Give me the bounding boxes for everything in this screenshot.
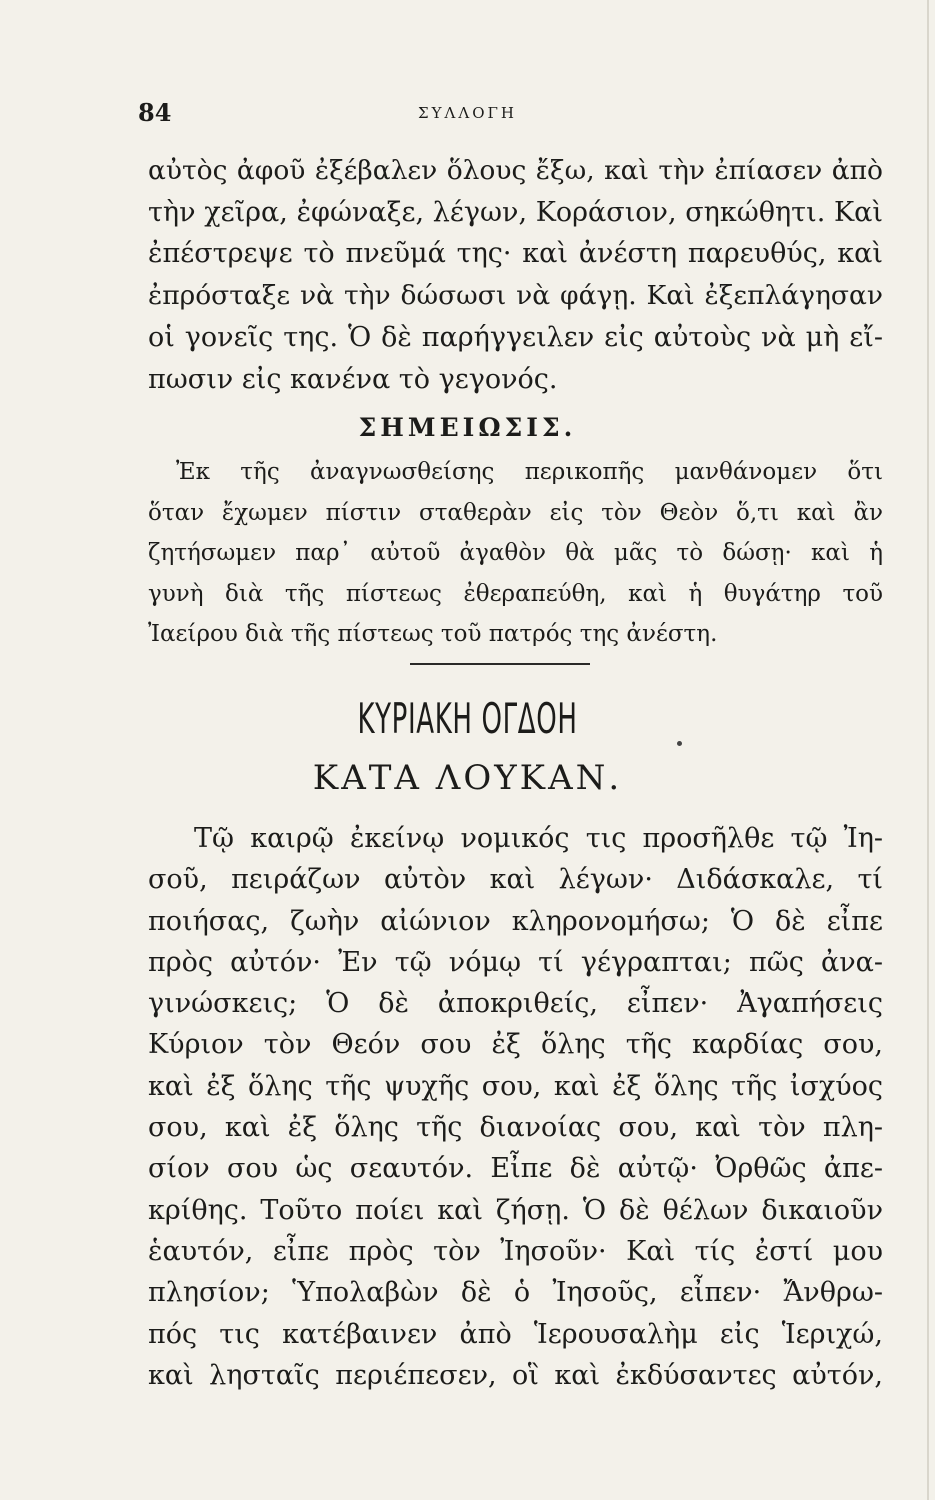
running-title: ΣΥΛΛΟΓΗ xyxy=(418,104,517,122)
text-line: καὶ λησταῖς περιέπεσεν, οἳ καὶ ἐκδύσαντες αὐτόν, xyxy=(148,1359,883,1391)
paragraph-continuation xyxy=(148,150,883,400)
text-line: οἱ γονεῖς της. Ὁ δὲ παρήγγειλεν εἰς αὐτοὺς νὰ μὴ εἴ- xyxy=(148,321,883,353)
section-title: ΚΥΡΙΑΚΗ ΟΓΔΟΗ xyxy=(357,694,578,743)
text-line: γινώσκεις; Ὁ δὲ ἀποκριθείς, εἶπεν· Ἀγαπήσεις xyxy=(148,988,883,1020)
text-line: πλησίον; Ὑπολαβὼν δὲ ὁ Ἰησοῦς, εἶπεν· Ἄνθρω- xyxy=(148,1277,883,1309)
text-line: πωσιν εἰς κανένα τὸ γεγονός. xyxy=(148,363,558,395)
page-number: 84 xyxy=(138,98,172,127)
text-line: ποιήσας, ζωὴν αἰώνιον κληρονομήσω; Ὁ δὲ εἶπε xyxy=(148,905,883,937)
text-line: ὅταν ἔχωμεν πίστιν σταθερὰν εἰς τὸν Θεὸν ὅ,τι καὶ ἂν xyxy=(148,499,883,526)
text-line: πρὸς αὐτόν· Ἐν τῷ νόμῳ τί γέγραπται; πῶς ἀνα- xyxy=(148,946,883,978)
text-line: πός τις κατέβαινεν ἀπὸ Ἱερουσαλὴμ εἰς Ἱεριχώ, xyxy=(148,1318,883,1350)
notes-paragraph xyxy=(148,452,883,655)
text-line: καὶ ἐξ ὅλης τῆς ψυχῆς σου, καὶ ἐξ ὅλης τῆς ἰσχύος xyxy=(148,1070,883,1102)
text-line: Τῷ καιρῷ ἐκείνῳ νομικός τις προσῆλθε τῷ Ἰη- xyxy=(194,823,883,854)
section-subtitle: ΚΑΤΑ ΛΟΥΚΑΝ. xyxy=(312,758,623,798)
text-line: ἑαυτόν, εἶπε πρὸς τὸν Ἰησοῦν· Καὶ τίς ἐστί μου xyxy=(148,1235,883,1267)
text-line: ἐπρόσταξε νὰ τὴν δώσωσι νὰ φάγῃ. Καὶ ἐξεπλάγησαν xyxy=(148,280,883,312)
section-divider xyxy=(410,663,590,665)
text-line: γυνὴ διὰ τῆς πίστεως ἐθεραπεύθη, καὶ ἡ θυγάτηρ τοῦ xyxy=(148,580,883,607)
text-line: τὴν χεῖρα, ἐφώναξε, λέγων, Κοράσιον, σηκώθητι. Καὶ xyxy=(148,196,883,228)
text-line: Κύριον τὸν Θεόν σου ἐξ ὅλης τῆς καρδίας σου, xyxy=(148,1029,883,1061)
notes-heading: ΣΗΜΕΙΩΣΙΣ. xyxy=(358,413,577,442)
page-header xyxy=(0,98,935,128)
text-line: σου, καὶ ἐξ ὅλης τῆς διανοίας σου, καὶ τὸν πλη- xyxy=(148,1112,883,1144)
text-line: ζητήσωμεν παρ᾽ αὐτοῦ ἀγαθὸν θὰ μᾶς τὸ δώσῃ· καὶ ἡ xyxy=(148,540,883,566)
text-line: Ἐκ τῆς ἀναγνωσθείσης περικοπῆς μανθάνομεν ὅτι xyxy=(176,459,883,485)
text-line: αὐτὸς ἀφοῦ ἐξέβαλεν ὅλους ἔξω, καὶ τὴν ἐπίασεν ἀπὸ xyxy=(148,155,883,186)
ink-dot xyxy=(677,741,682,746)
gospel-paragraph xyxy=(148,818,883,1396)
text-line: κρίθης. Τοῦτο ποίει καὶ ζήσῃ. Ὁ δὲ θέλων δικαιοῦν xyxy=(148,1194,883,1226)
page-edge xyxy=(927,0,929,1500)
text-line: σοῦ, πειράζων αὐτὸν καὶ λέγων· Διδάσκαλε, τί xyxy=(148,864,883,896)
text-line: Ἰαείρου διὰ τῆς πίστεως τοῦ πατρός της ἀνέστη. xyxy=(148,621,718,647)
text-line: σίον σου ὡς σεαυτόν. Εἶπε δὲ αὐτῷ· Ὀρθῶς ἀπε- xyxy=(148,1153,883,1185)
text-line: ἐπέστρεψε τὸ πνεῦμά της· καὶ ἀνέστη παρευθύς, καὶ xyxy=(148,238,883,270)
